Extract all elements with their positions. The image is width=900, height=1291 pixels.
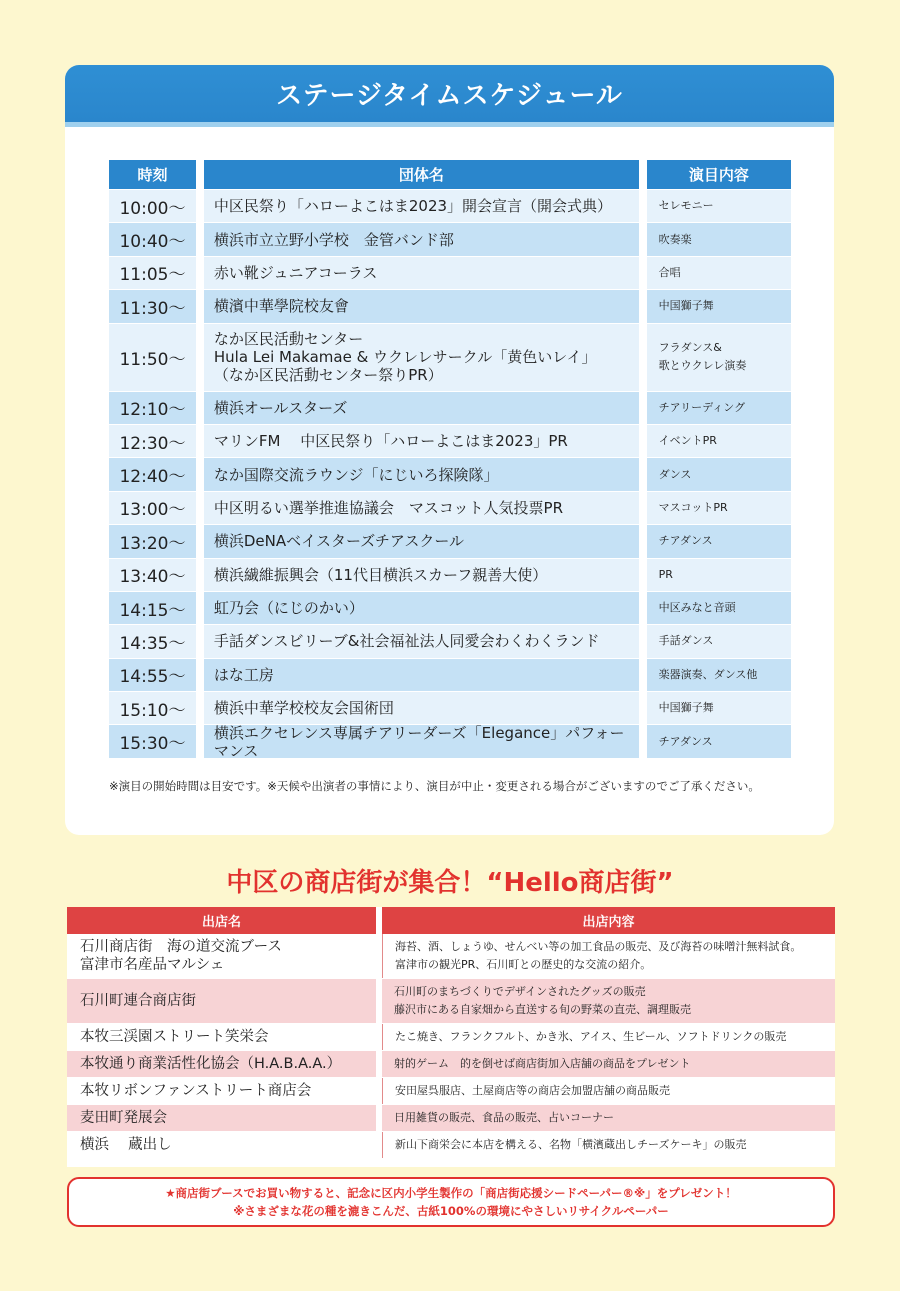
shop-name-line: 富津市名産品マルシェ — [80, 957, 225, 973]
schedule-row — [109, 324, 791, 392]
schedule-content-line: マスコットPR — [658, 500, 728, 514]
schedule-content-line: 中国獅子舞 — [658, 299, 714, 313]
schedule-row — [109, 725, 791, 758]
shop-name — [67, 979, 376, 1023]
shop-content-line: 石川町のまちづくりでデザインされたグッズの販売 — [394, 985, 646, 998]
schedule-group — [204, 425, 639, 457]
schedule-group — [204, 392, 639, 424]
shop-row — [67, 1105, 835, 1132]
present-line-2: ※さまざまな花の種を漉きこんだ、古紙100%の環境にやさしいリサイクルペーパー — [233, 1204, 669, 1218]
schedule-group-line: 中区明るい選挙推進協議会 マスコット人気投票PR — [213, 498, 564, 517]
shop-row — [67, 1078, 835, 1105]
schedule-content-line: 中国獅子舞 — [658, 701, 714, 715]
schedule-group — [204, 559, 639, 591]
schedule-content — [647, 190, 791, 222]
schedule-group-line: 横濱中華學院校友會 — [213, 297, 349, 316]
shop-name-line: 横浜 蔵出し — [80, 1137, 172, 1153]
schedule-group-line: 横浜繊維振興会（11代目横浜スカーフ親善大使） — [213, 565, 548, 584]
shop-row — [67, 1051, 835, 1078]
schedule-content-line: PR — [658, 567, 673, 581]
schedule-content-line: チアリーディング — [658, 400, 746, 414]
shop-name-line: 石川町連合商店街 — [80, 993, 196, 1009]
schedule-group — [204, 190, 639, 222]
schedule-row — [109, 525, 791, 558]
shop-content-line: 射的ゲーム 的を倒せば商店街加入店舗の商品をプレゼント — [394, 1057, 691, 1070]
schedule-content — [647, 458, 791, 490]
shops-title: 中区の商店街が集合！“Hello商店街” — [226, 868, 674, 898]
schedule-content — [647, 425, 791, 457]
schedule-group-line: 手話ダンスビリーブ&社会福祉法人同愛会わくわくランド — [213, 632, 600, 651]
schedule-group — [204, 324, 639, 391]
schedule-group-line: 中区民祭り「ハローよこはま2023」開会宣言（開会式典） — [213, 197, 613, 216]
shop-name-line: 麦田町発展会 — [80, 1110, 167, 1126]
schedule-content — [647, 492, 791, 524]
schedule-header-row — [109, 160, 791, 190]
schedule-group — [204, 458, 639, 490]
schedule-time: 10:40～ — [109, 223, 196, 255]
schedule-content — [647, 290, 791, 322]
shop-content — [382, 1105, 835, 1131]
schedule-content-line: フラダンス& — [658, 341, 722, 355]
shop-content-line: 海苔、酒、しょうゆ、せんべい等の加工食品の販売、及び海苔の味噌汁無料試食。 — [395, 940, 802, 953]
shop-content — [382, 1051, 835, 1077]
shop-content-line: 藤沢市にある自家畑から直送する旬の野菜の直売、調理販売 — [394, 1003, 691, 1016]
schedule-content-line: チアダンス — [658, 734, 713, 748]
schedule-group-line: 赤い靴ジュニアコーラス — [213, 263, 378, 282]
present-line-1: ★商店街ブースでお買い物すると、記念に区内小学生製作の「商店街応援シードペーパー®※」をプレゼント！ — [165, 1186, 737, 1200]
schedule-group-line: 横浜市立立野小学校 金管バンド部 — [213, 230, 454, 249]
schedule-content-line: ダンス — [658, 467, 692, 481]
shop-content — [382, 934, 835, 978]
schedule-time: 15:10～ — [109, 692, 196, 724]
schedule-content — [647, 324, 791, 391]
schedule-content-line: 合唱 — [658, 265, 681, 279]
header-shop-name: 出店名 — [67, 907, 376, 934]
schedule-row — [109, 592, 791, 625]
shop-name — [67, 1132, 376, 1158]
schedule-content-line: 手話ダンス — [658, 634, 714, 648]
schedule-group-line: Hula Lei Makamae & ウクレレサークル「黄色いレイ」 — [213, 348, 597, 367]
schedule-time: 15:30～ — [109, 725, 196, 757]
shop-row — [67, 979, 835, 1024]
schedule-group — [204, 223, 639, 255]
schedule-row — [109, 392, 791, 425]
schedule-group — [204, 257, 639, 289]
schedule-content — [647, 223, 791, 255]
schedule-content — [647, 659, 791, 691]
schedule-group — [204, 625, 639, 657]
schedule-group — [204, 723, 639, 760]
schedule-row — [109, 223, 791, 256]
schedule-time: 11:30～ — [109, 290, 196, 322]
schedule-row — [109, 190, 791, 223]
schedule-row — [109, 659, 791, 692]
schedule-row — [109, 257, 791, 290]
schedule-row — [109, 425, 791, 458]
schedule-time: 13:00～ — [109, 492, 196, 524]
schedule-time: 12:40～ — [109, 458, 196, 490]
schedule-content-line: 吹奏楽 — [658, 232, 692, 246]
shops-table — [67, 907, 835, 1159]
schedule-group — [204, 290, 639, 322]
schedule-row — [109, 625, 791, 658]
schedule-group-line: 横浜中華学校校友会国術団 — [213, 699, 394, 718]
schedule-content — [647, 525, 791, 557]
schedule-group-line: なか国際交流ラウンジ「にじいろ探険隊」 — [213, 465, 499, 484]
shop-name-line: 本牧通り商業活性化協会（H.A.B.A.A.） — [80, 1056, 342, 1072]
schedule-group — [204, 592, 639, 624]
shop-content — [382, 1024, 835, 1050]
shop-name-line: 本牧三渓園ストリート笑栄会 — [80, 1029, 269, 1045]
schedule-content-line: 歌とウクレレ演奏 — [658, 359, 747, 373]
shop-content — [382, 1132, 835, 1158]
shop-content-line: 富津市の観光PR、石川町との歴史的な交流の紹介。 — [395, 958, 652, 971]
schedule-group-line: 横浜エクセレンス専属チアリーダーズ「Elegance」パフォーマンス — [213, 723, 625, 760]
shop-name — [67, 1051, 376, 1077]
schedule-time: 10:00～ — [109, 190, 196, 222]
schedule-content — [647, 257, 791, 289]
schedule-content — [647, 725, 791, 757]
header-time: 時刻 — [109, 160, 196, 189]
schedule-group — [204, 692, 639, 724]
shop-name — [67, 1024, 376, 1050]
schedule-content — [647, 625, 791, 657]
schedule-row — [109, 458, 791, 491]
schedule-content-line: セレモニー — [658, 199, 714, 213]
shop-content — [382, 1078, 835, 1104]
schedule-row — [109, 692, 791, 725]
schedule-content-line: チアダンス — [658, 534, 713, 548]
schedule-row — [109, 492, 791, 525]
shop-name — [67, 1105, 376, 1131]
schedule-time: 12:10～ — [109, 392, 196, 424]
shop-content — [382, 979, 835, 1023]
shop-name-line: 石川商店街 海の道交流ブース — [80, 939, 282, 955]
shops-header-row — [67, 907, 835, 934]
shop-content-line: 日用雑貨の販売、食品の販売、占いコーナー — [394, 1111, 614, 1124]
schedule-group-line: 横浜DeNAベイスターズチアスクール — [213, 532, 465, 551]
schedule-group-line: なか区民活動センター — [213, 330, 364, 349]
schedule-time: 12:30～ — [109, 425, 196, 457]
schedule-note: ※演目の開始時間は目安です。※天候や出演者の事情により、演目が中止・変更される場合がございますのでご了承ください。 — [109, 779, 760, 793]
shop-row — [67, 1024, 835, 1051]
stage-schedule-title: ステージタイムスケジュール — [65, 65, 834, 127]
stage-schedule-card — [65, 65, 834, 835]
shop-content-line: 新山下商栄会に本店を構える、名物「横濱蔵出しチーズケーキ」の販売 — [395, 1138, 747, 1151]
header-group: 団体名 — [204, 160, 639, 189]
schedule-group-line: 虹乃会（にじのかい） — [213, 599, 364, 618]
schedule-content-line: イベントPR — [658, 434, 717, 448]
schedule-time: 14:55～ — [109, 659, 196, 691]
header-content: 演目内容 — [647, 160, 791, 189]
schedule-content — [647, 392, 791, 424]
stage-schedule-table — [109, 160, 791, 759]
schedule-row — [109, 559, 791, 592]
schedule-group — [204, 525, 639, 557]
schedule-group-line: はな工房 — [213, 665, 274, 684]
shop-row — [67, 934, 835, 979]
present-notice — [67, 1177, 835, 1227]
schedule-time: 13:20～ — [109, 525, 196, 557]
schedule-content — [647, 559, 791, 591]
shop-row — [67, 1132, 835, 1159]
schedule-time: 14:15～ — [109, 592, 196, 624]
shop-name-line: 本牧リボンファンストリート商店会 — [80, 1083, 312, 1099]
schedule-group-line: 横浜オールスターズ — [213, 398, 348, 417]
schedule-group — [204, 492, 639, 524]
schedule-content — [647, 592, 791, 624]
schedule-time: 11:05～ — [109, 257, 196, 289]
schedule-time: 14:35～ — [109, 625, 196, 657]
schedule-time: 13:40～ — [109, 559, 196, 591]
schedule-group-line: （なか区民活動センター祭りPR） — [213, 366, 443, 385]
shop-content-line: たこ焼き、フランクフルト、かき氷、アイス、生ビール、ソフトドリンクの販売 — [395, 1030, 787, 1043]
shop-name — [67, 934, 376, 978]
header-shop-content: 出店内容 — [382, 907, 835, 934]
schedule-group — [204, 659, 639, 691]
schedule-group-line: マリンFM 中区民祭り「ハローよこはま2023」PR — [213, 432, 568, 451]
schedule-content-line: 中区みなと音頭 — [658, 601, 736, 615]
schedule-content — [647, 692, 791, 724]
shop-content-line: 安田屋呉服店、土屋商店等の商店会加盟店舗の商品販売 — [395, 1084, 670, 1097]
shop-name — [67, 1078, 376, 1104]
schedule-row — [109, 290, 791, 323]
schedule-time: 11:50～ — [109, 324, 196, 391]
schedule-content-line: 楽器演奏、ダンス他 — [658, 667, 758, 681]
